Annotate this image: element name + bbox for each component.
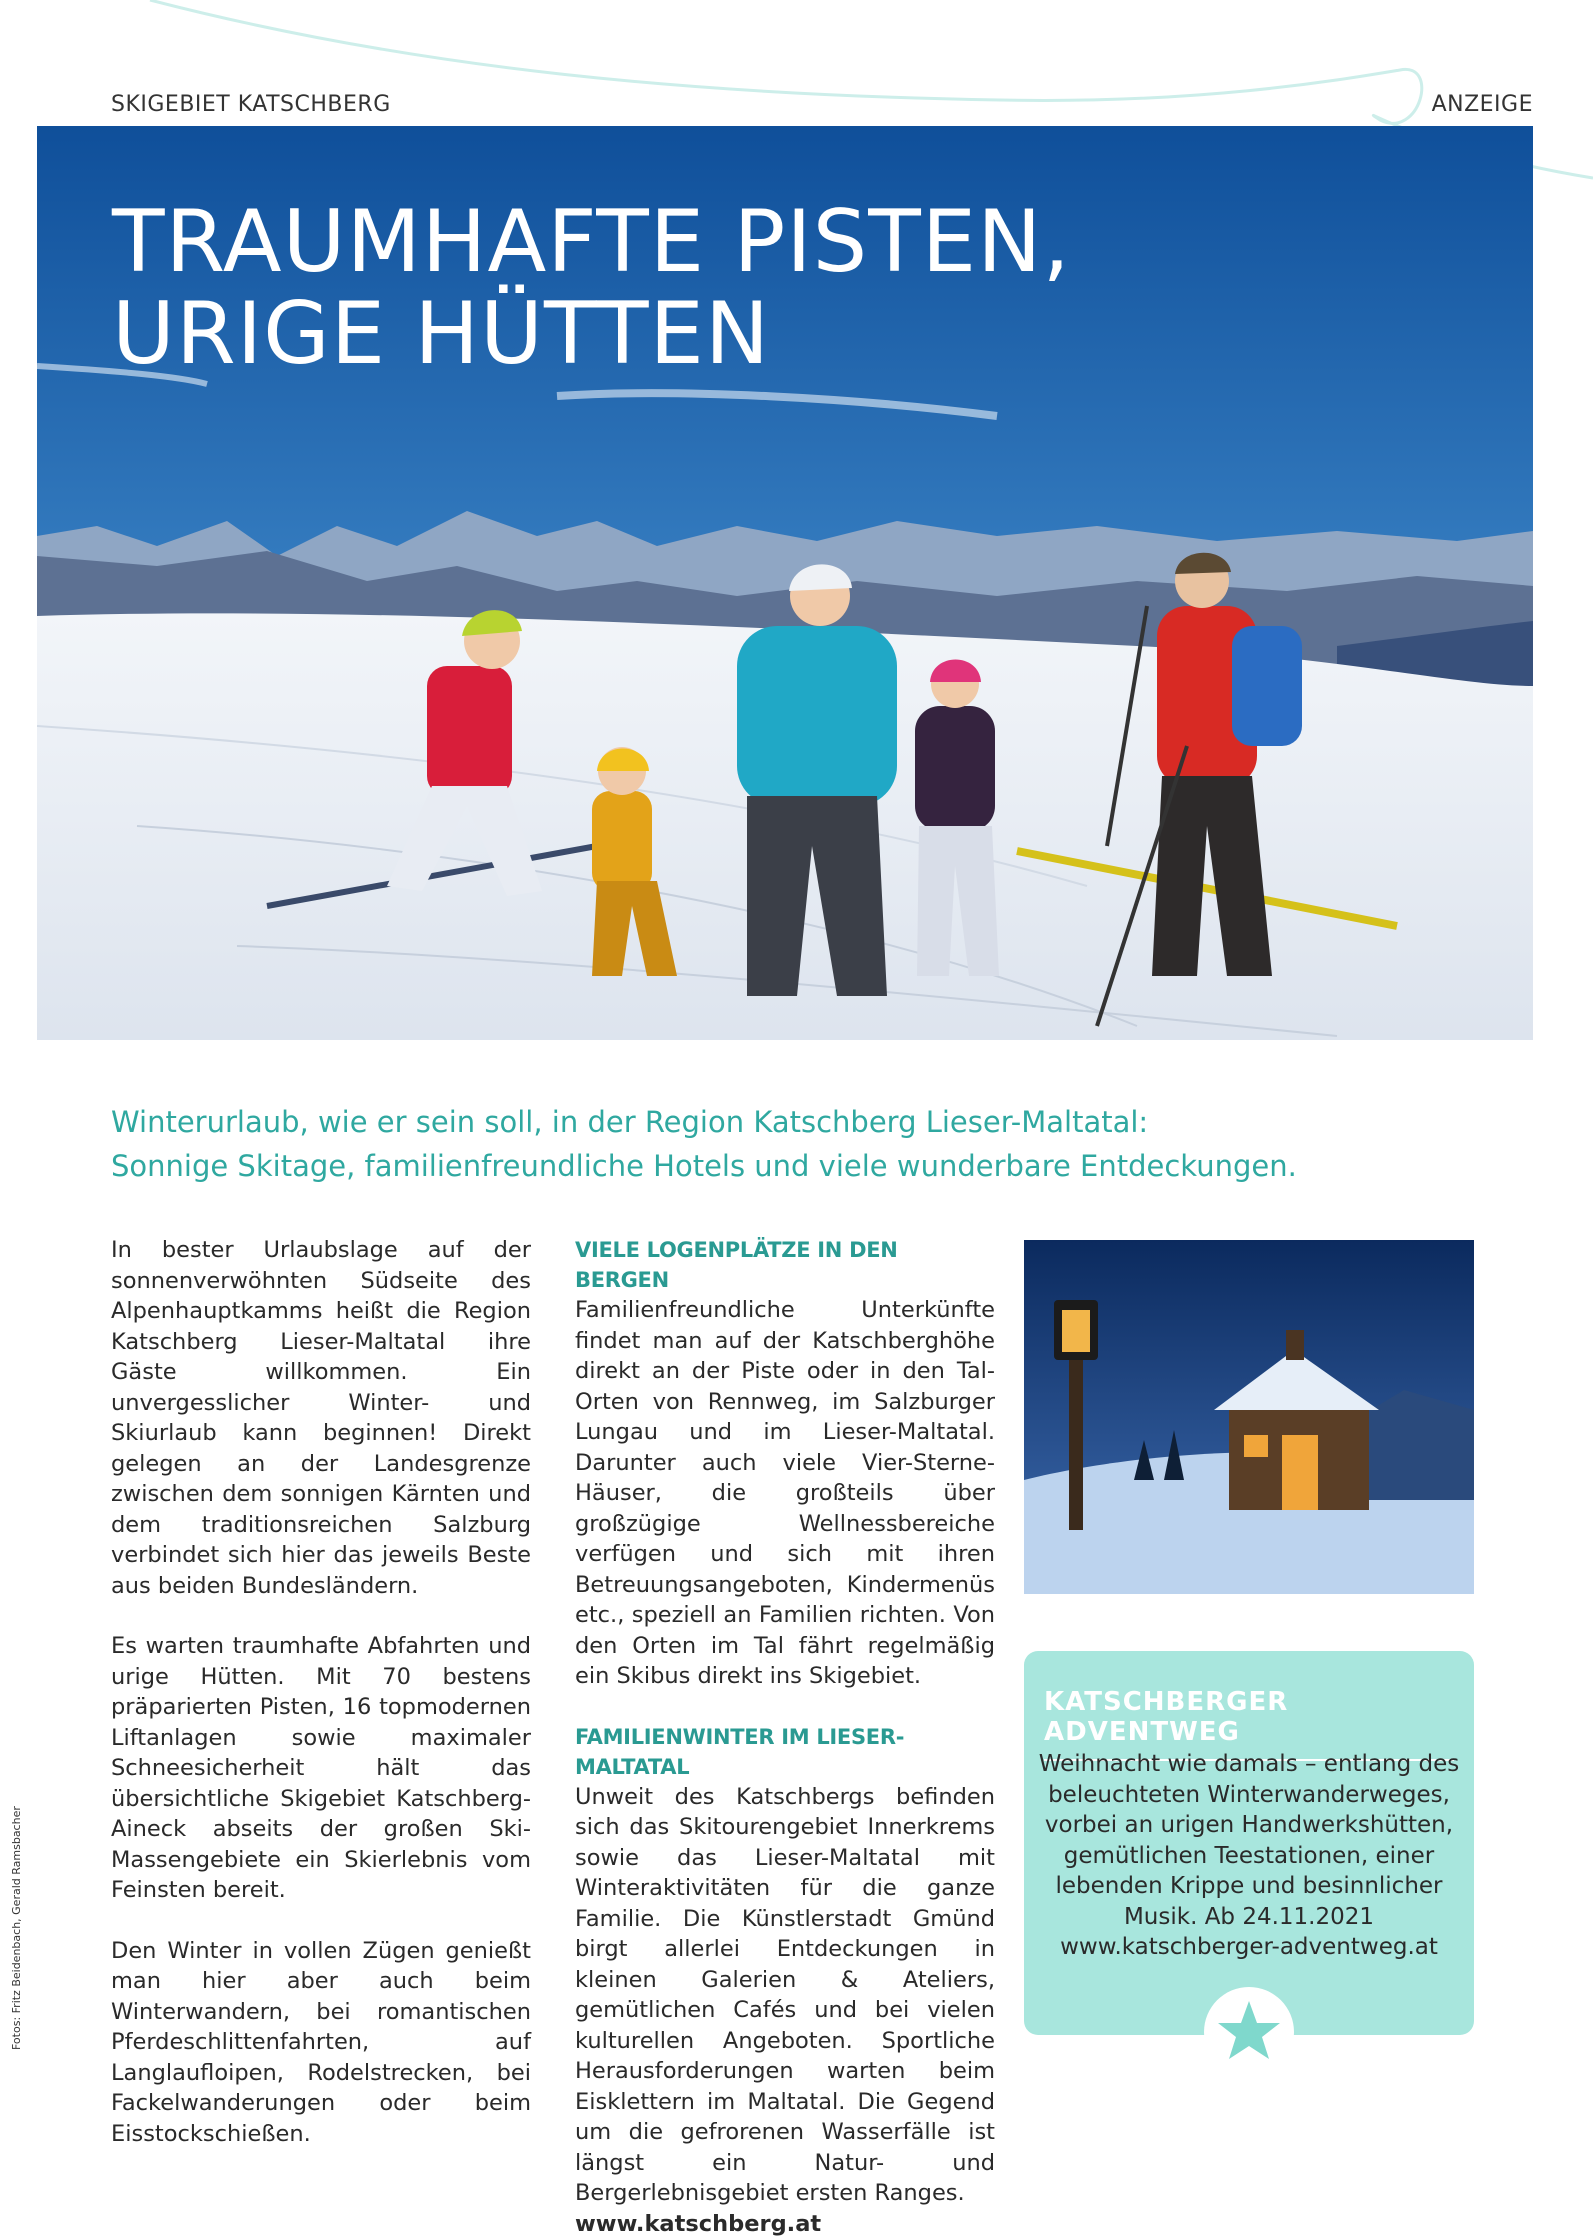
subheading-familienwinter: FAMILIENWINTER IM LIESER-MALTATAL: [575, 1722, 995, 1782]
lead-text: [111, 1100, 1471, 1188]
lead-line-1: Winterurlaub, wie er sein soll, in der Region Katschberg Lieser-Maltatal:: [111, 1100, 1471, 1144]
headline-line-1: TRAUMHAFTE PISTEN,: [112, 196, 1071, 288]
photo-credit: Fotos: Fritz Beidenbach, Gerald Ramsbacher: [10, 1806, 23, 2050]
headline-line-2: URIGE HÜTTEN: [112, 288, 1071, 380]
subheading-logenplaetze: VIELE LOGENPLÄTZE IN DEN BERGEN: [575, 1235, 995, 1295]
infobox-line: gemütlichen Teestationen, einer: [1038, 1841, 1460, 1872]
infobox-line: Weihnacht wie damals – entlang des: [1038, 1749, 1460, 1780]
infobox-link[interactable]: www.katschberger-adventweg.at: [1038, 1932, 1460, 1963]
hut-night-photo: [1024, 1240, 1474, 1594]
advertisement-label: ANZEIGE: [1432, 92, 1533, 117]
paragraph: Familienfreundliche Unterkünfte findet man auf der Katschberghöhe direkt an der Piste oder in den Tal-Orten von Rennweg, im Salzburger Lungau und im Lieser-Maltatal. Darunter auch viele Vier-Sterne-Häuser, die großteils über großzügige Wellnessbereiche verfügen und sich mit ihren Betreuungsangeboten, Kindermenüs etc., speziell an Familien richten. Von den Orten im Tal fährt regelmäßig ein Skibus direkt ins Skigebiet.: [575, 1295, 995, 1692]
adventweg-infobox: [1024, 1651, 1474, 2035]
lead-line-2: Sonnige Skitage, familienfreundliche Hotels und viele wunderbare Entdeckungen.: [111, 1144, 1471, 1188]
infobox-text: [1038, 1749, 1460, 1963]
infobox-title: KATSCHBERGER ADVENTWEG: [1044, 1687, 1454, 1761]
paragraph: Es warten traumhafte Abfahrten und urige Hütten. Mit 70 bestens präparierten Pisten, 16 topmodernen Liftanlagen sowie maximaler Schneesicherheit hält das übersichtliche Skigebiet Katschberg-Aineck abseits der großen Ski-Massengebiete ein Skierlebnis vom Feinsten bereit.: [111, 1631, 531, 1906]
headline: [112, 196, 1071, 380]
website-link[interactable]: www.katschberg.at: [575, 2209, 995, 2239]
column-2: [575, 1235, 995, 2239]
paragraph: Den Winter in vollen Zügen genießt man hier aber auch beim Winterwandern, bei romantischen Pferdeschlittenfahrten, auf Langlaufloipen, Rodelstrecken, bei Fackelwanderungen oder beim Eisstockschießen.: [111, 1936, 531, 2150]
infobox-line: vorbei an urigen Handwerkshütten,: [1038, 1810, 1460, 1841]
star-icon: [1204, 1987, 1294, 2077]
hut-illustration: [1024, 1240, 1474, 1594]
infobox-line: Musik. Ab 24.11.2021: [1038, 1902, 1460, 1933]
paragraph: In bester Urlaubslage auf der sonnenverwöhnten Südseite des Alpenhauptkamms heißt die Region Katschberg Lieser-Maltatal ihre Gäste willkommen. Ein unvergesslicher Winter- und Skiurlaub kann beginnen! Direkt gelegen an der Landesgrenze zwischen dem sonnigen Kärnten und dem traditionsreichen Salzburg verbindet sich hier das jeweils Beste aus beiden Bundesländern.: [111, 1235, 531, 1601]
infobox-line: beleuchteten Winterwanderweges,: [1038, 1780, 1460, 1811]
star-badge: [1204, 1987, 1294, 2077]
section-label: SKIGEBIET KATSCHBERG: [111, 92, 391, 117]
hero-photo: [37, 126, 1533, 1040]
column-1: [111, 1235, 531, 2179]
paragraph: Unweit des Katschbergs befinden sich das Skitourengebiet Innerkrems sowie das Lieser-Maltatal mit Winteraktivitäten für die ganze Familie. Die Künstlerstadt Gmünd birgt allerlei Entdeckungen in kleinen Galerien & Ateliers, gemütlichen Cafés und bei vielen kulturellen Angeboten. Sportliche Herausforderungen warten beim Eisklettern im Maltatal. Die Gegend um die gefrorenen Wasserfälle ist längst ein Natur- und Bergerlebnisgebiet ersten Ranges.: [575, 1782, 995, 2209]
infobox-line: lebenden Krippe und besinnlicher: [1038, 1871, 1460, 1902]
